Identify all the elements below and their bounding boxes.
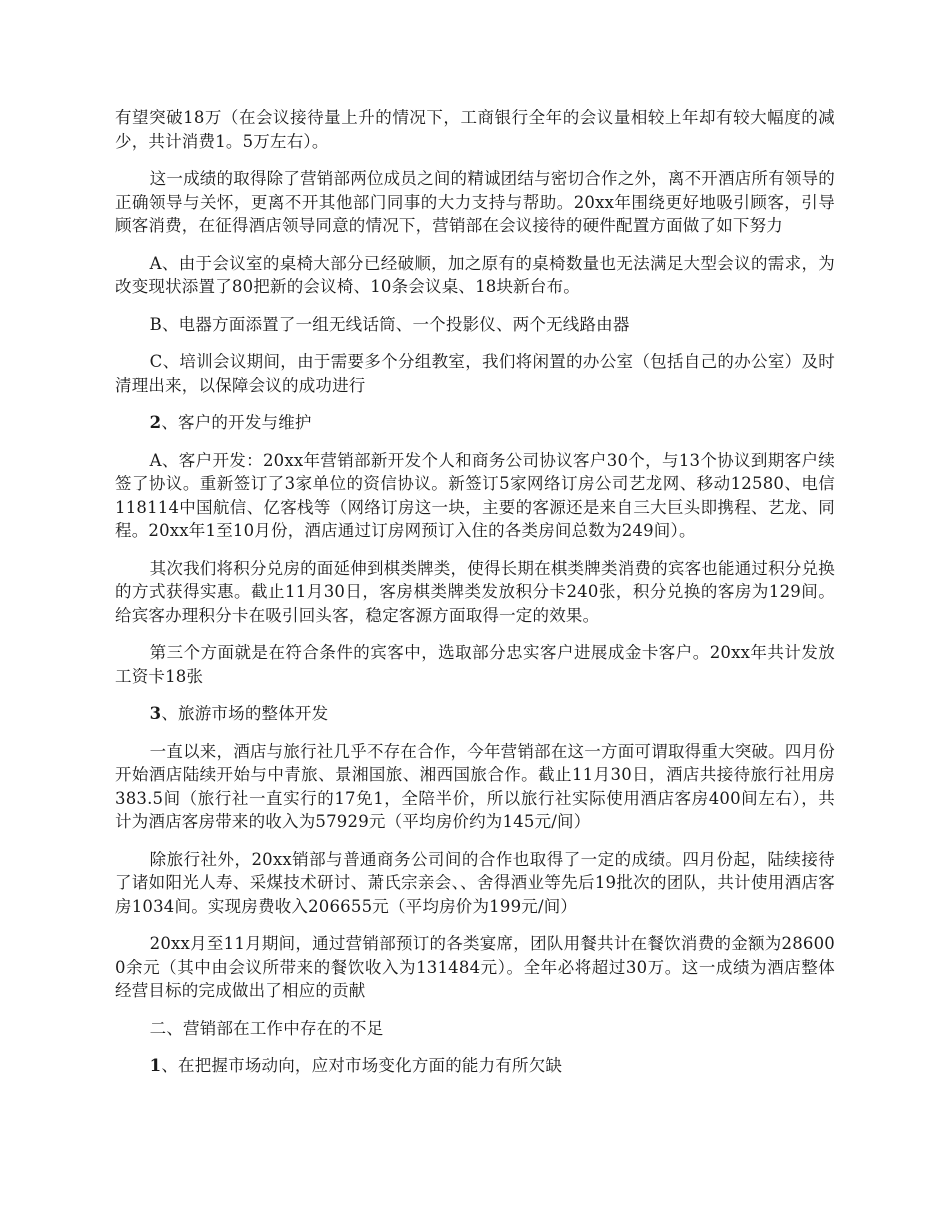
paragraph: 一直以来，酒店与旅行社几乎不存在合作，今年营销部在这一方面可谓取得重大突破。四月份开始酒店陆续开始与中青旅、景湘国旅、湘西国旅合作。截止11月30日，酒店共接待旅行社用房383.5间（旅行社一直实行的17免1，全陪半价，所以旅行社实际使用酒店客房400间左右），共计为酒店客房带来的收入为57929元（平均房价约为145元/间） [115, 741, 835, 831]
section-heading-text: 、客户的开发与维护 [161, 413, 312, 432]
paragraph: 有望突破18万（在会议接待量上升的情况下，工商银行全年的会议量相较上年却有较大幅度的减少，共计消费1。5万左右）。 [115, 108, 835, 151]
paragraph: 其次我们将积分兑房的面延伸到棋类牌类，使得长期在棋类牌类消费的宾客也能通过积分兑换的方式获得实惠。截止11月30日，客房棋类牌类发放积分卡240张，积分兑换的客房为129间。给宾客办理积分卡在吸引回头客，稳定客源方面取得一定的效果。 [115, 558, 835, 625]
section-heading [115, 702, 835, 726]
section-heading [115, 411, 835, 435]
paragraph: 20xx月至11月期间，通过营销部预订的各类宴席，团队用餐共计在餐饮消费的金额为286000余元（其中由会议所带来的餐饮收入为131484元）。全年必将超过30万。这一成绩为酒店整体经营目标的完成做出了相应的贡献 [115, 934, 835, 1000]
section-heading-number: 1 [149, 1056, 162, 1075]
paragraph: 除旅行社外，20xx销部与普通商务公司间的合作也取得了一定的成绩。四月份起，陆续接待了诸如阳光人寿、采煤技术研讨、萧氏宗亲会、、舍得酒业等先后19批次的团队，共计使用酒店客房1034间。实现房费收入206655元（平均房价为199元/间） [115, 849, 835, 916]
section-heading: 二、营销部在工作中存在的不足 [149, 1018, 384, 1038]
paragraph: B、电器方面添置了一组无线话筒、一个投影仪、两个无线路由器 [149, 314, 630, 334]
paragraph: 这一成绩的取得除了营销部两位成员之间的精诚团结与密切合作之外，离不开酒店所有领导的正确领导与关怀，更离不开其他部门同事的大力支持与帮助。20xx年围绕更好地吸引顾客，引导顾客消费，在征得酒店领导同意的情况下，营销部在会议接待的硬件配置方面做了如下努力 [115, 169, 835, 235]
section-heading-number: 3 [149, 704, 162, 723]
section-heading-text: 、旅游市场的整体开发 [161, 704, 329, 723]
paragraph: 第三个方面就是在符合条件的宾客中，选取部分忠实客户进展成金卡客户。20xx年共计发放工资卡18张 [115, 643, 835, 686]
section-heading-number: 2 [149, 413, 162, 432]
document-body [115, 106, 835, 1092]
section-heading-text: 、在把握市场动向，应对市场变化方面的能力有所欠缺 [161, 1056, 563, 1075]
paragraph: A、客户开发：20xx年营销部新开发个人和商务公司协议客户30个，与13个协议到期客户续签了协议。重新签订了3家单位的资信协议。新签订5家网络订房公司艺龙网、移动12580、电信118114中国航信、亿客栈等（网络订房这一块，主要的客源还是来自三大巨头即携程、艺龙、同程。20xx年1至10月份，酒店通过订房网预订入住的各类房间总数为249间）。 [115, 450, 835, 540]
section-heading [115, 1054, 835, 1078]
paragraph: A、由于会议室的桌椅大部分已经破顺，加之原有的桌椅数量也无法满足大型会议的需求，为改变现状添置了80把新的会议椅、10条会议桌、18块新台布。 [115, 253, 835, 296]
paragraph: C、培训会议期间，由于需要多个分组教室，我们将闲置的办公室（包括自己的办公室）及时清理出来，以保障会议的成功进行 [115, 352, 835, 395]
